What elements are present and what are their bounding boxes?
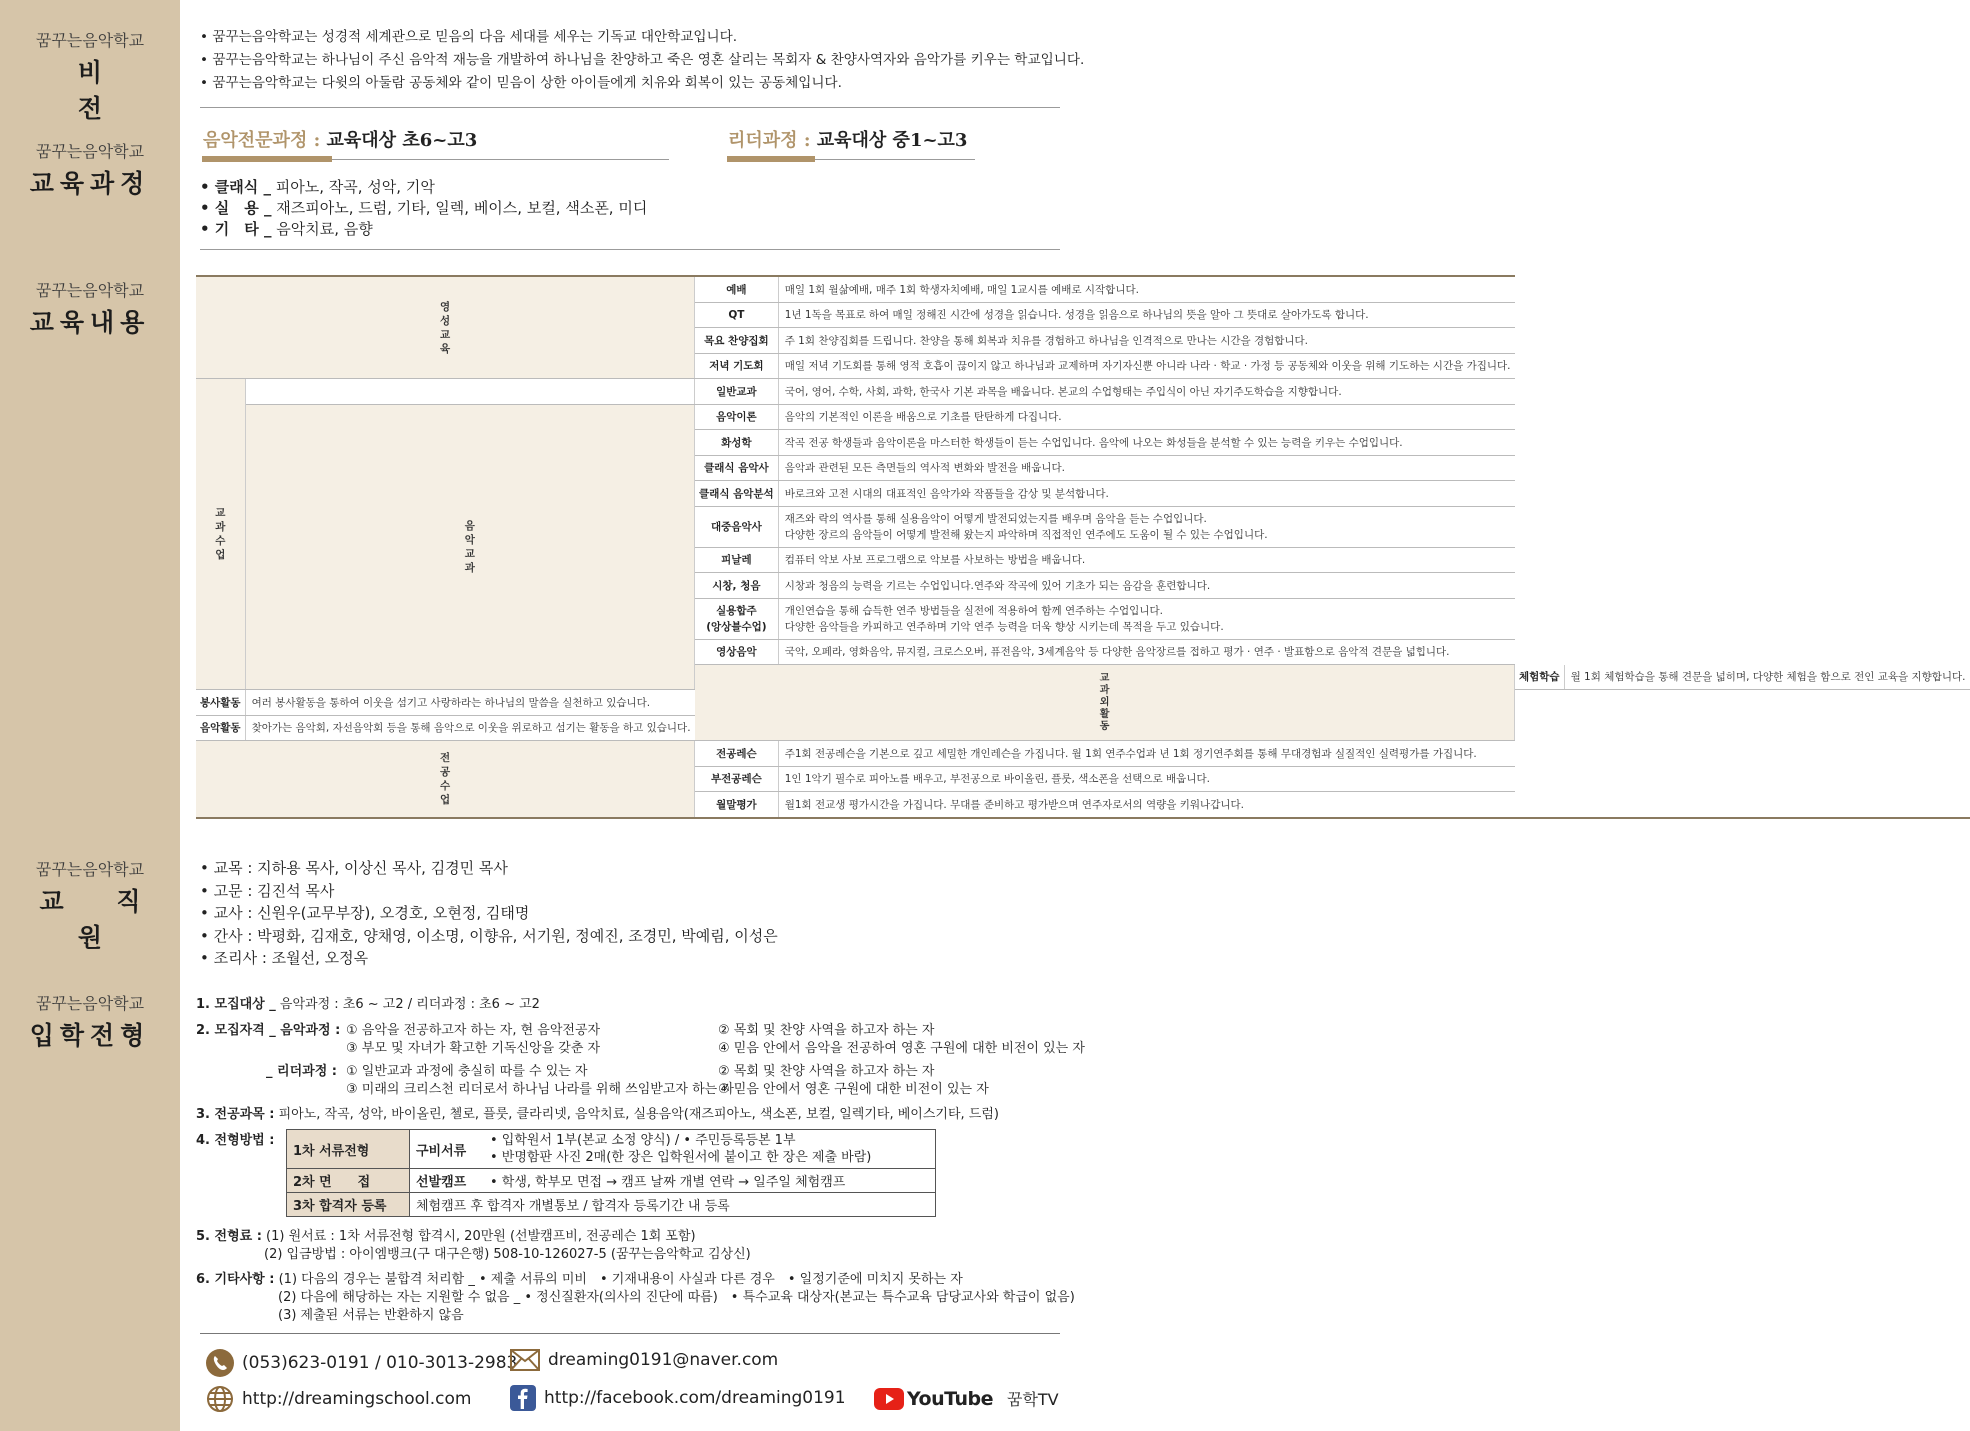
row-desc: 음악과 관련된 모든 측면들의 역사적 변화와 발전을 배웁니다. — [778, 455, 1514, 481]
contact-email[interactable] — [510, 1349, 778, 1371]
mail-icon — [510, 1349, 540, 1371]
qual-item: ② 목회 및 찬양 사역을 하고자 하는 자 — [718, 1064, 935, 1079]
adm-etc-item: (2) 다음에 해당하는 자는 지원할 수 없음 _ • 정신질환자(의사의 진단에 따름) • 특수교육 대상자(본교는 특수교육 담당교사와 학급이 없음) — [278, 1290, 1075, 1305]
qual-item: ① 일반교과 과정에 충실히 따를 수 있는 자 — [346, 1064, 588, 1079]
row-desc: 작곡 전공 학생들과 음악이론을 마스터한 학생들이 듣는 수업입니다. 음악에 나오는 화성들을 분석할 수 있는 능력을 키우는 수업입니다. — [778, 430, 1514, 456]
section-curriculum-label — [0, 139, 180, 200]
phone-icon — [206, 1349, 234, 1377]
adm-target: 1. 모집대상 _ 음악과정 : 초6 ~ 고2 / 리더과정 : 초6 ~ 고2 — [196, 997, 540, 1012]
row-name: 체험학습 — [1515, 665, 1565, 690]
footer-divider — [200, 1333, 1060, 1334]
section-admission-label — [0, 991, 180, 1052]
section-sub: 꿈꾸는음악학교 — [35, 31, 145, 50]
process-row — [287, 1130, 936, 1169]
row-name: 실용합주 — [716, 604, 757, 617]
qual-item: ③ 미래의 크리스천 리더로서 하나님 나라를 위해 쓰임받고자 하는 자 — [346, 1082, 734, 1097]
divider — [200, 107, 1060, 108]
phone-text: (053)623-0191 / 010-3013-2983 — [242, 1353, 518, 1373]
section-content-label — [0, 278, 180, 339]
row-name: 피날레 — [695, 547, 779, 573]
process-value: • 학생, 학부모 면접 → 캠프 날짜 개별 연락 → 일주일 체험캠프 — [484, 1169, 936, 1193]
section-title: 교 직 원 — [39, 887, 163, 952]
channel-text: 꿈학TV — [1006, 1390, 1059, 1409]
vision-item: • 꿈꾸는음악학교는 성경적 세계관으로 믿음의 다음 세대를 세우는 기독교 대안학교입니다. — [200, 29, 738, 45]
section-sub: 꿈꾸는음악학교 — [35, 860, 145, 879]
row-name: 월말평가 — [695, 792, 779, 818]
leader-track-label: 리더과정 : — [728, 130, 811, 151]
process-row — [287, 1169, 936, 1193]
row-desc: 바로크와 고전 시대의 대표적인 음악가와 작품들을 감상 및 분석합니다. — [778, 481, 1514, 507]
leader-track-line — [815, 159, 975, 160]
row-name: 클래식 음악사 — [695, 455, 779, 481]
sidebar — [0, 0, 180, 1431]
staff-item: • 간사 : 박평화, 김재호, 양채영, 이소명, 이향유, 서기원, 정예진, 조경민, 박예림, 이성은 — [200, 926, 778, 945]
row-name: 음악이론 — [695, 404, 779, 430]
row-name: 일반교과 — [695, 379, 779, 405]
adm-etc: 6. 기타사항 : (1) 다음의 경우는 불합격 처리함 _ • 제출 서류의 미비 • 기재내용이 사실과 다른 경우 • 일정기준에 미치지 못하는 자 — [196, 1272, 963, 1287]
row-desc: 여러 봉사활동을 통하여 이웃을 섬기고 사랑하라는 하나님의 말씀을 실천하고 있습니다. — [245, 690, 694, 716]
divider — [200, 249, 1060, 250]
row-name: 예배 — [695, 276, 779, 302]
music-track-line — [332, 159, 669, 160]
process-value: 체험캠프 후 합격자 개별통보 / 합격자 등록기간 내 등록 — [410, 1193, 936, 1217]
row-desc: 월1회 전교생 평가시간을 가집니다. 무대를 준비하고 평가받으며 연주자로서의 역량을 키워나갑니다. — [778, 792, 1514, 818]
adm-etc-item: (3) 제출된 서류는 반환하지 않음 — [278, 1308, 464, 1323]
process-step: 2차 면 접 — [287, 1169, 410, 1193]
row-desc: 찾아가는 음악회, 자선음악회 등을 통해 음악으로 이웃을 위로하고 섬기는 활동을 하고 있습니다. — [245, 715, 694, 741]
row-name: 목요 찬양집회 — [695, 328, 779, 354]
table-row — [196, 276, 1970, 302]
curriculum-item: • 실 용 _ 재즈피아노, 드럼, 기타, 일렉, 베이스, 보컬, 색소폰, 미디 — [200, 199, 648, 217]
web-text: http://dreamingschool.com — [242, 1389, 472, 1409]
row-desc: 국악, 오페라, 영화음악, 뮤지컬, 크로스오버, 퓨전음악, 3세계음악 등 다양한 음악장르를 접하고 평가 · 연주 · 발표함으로 음악적 견문을 넓힙니다. — [778, 639, 1514, 665]
vision-list — [200, 26, 1084, 95]
group-major: 전 공 수 업 — [196, 741, 695, 818]
qual-item: ① 음악을 전공하고자 하는 자, 현 음악전공자 — [346, 1023, 601, 1038]
row-desc: 1년 1독을 목표로 하여 매일 정해진 시간에 성경을 읽습니다. 성경을 읽음으로 하나님의 뜻을 알아 그 뜻대로 살아가도록 합니다. — [778, 302, 1514, 328]
section-sub: 꿈꾸는음악학교 — [35, 142, 145, 161]
content-table — [196, 275, 1970, 819]
section-title: 교육과정 — [29, 169, 151, 198]
section-title: 교육내용 — [29, 308, 151, 337]
row-desc: 1인 1악기 필수로 피아노를 배우고, 부전공으로 바이올린, 플룻, 색소폰을 선택으로 배웁니다. — [778, 766, 1514, 792]
youtube-icon — [874, 1388, 904, 1410]
table-row — [196, 404, 1970, 430]
adm-qual: 2. 모집자격 _ 음악과정 : — [196, 1023, 341, 1038]
row-name: 클래식 음악분석 — [695, 481, 779, 507]
row-name: QT — [695, 302, 779, 328]
section-sub: 꿈꾸는음악학교 — [35, 281, 145, 300]
adm-fee: 5. 전형료 : (1) 원서료 : 1차 서류전형 합격시, 20만원 (선발캠프비, 전공레슨 1회 포함) — [196, 1229, 696, 1244]
row-name: 전공레슨 — [695, 741, 779, 767]
music-track-label: 음악전문과정 : — [203, 130, 321, 151]
row-name: 저녁 기도회 — [695, 353, 779, 379]
row-name: 음악활동 — [196, 715, 245, 741]
adm-leader: _ 리더과정 : — [266, 1064, 337, 1079]
row-desc: 월 1회 체험학습을 통해 견문을 넓히며, 다양한 체험을 함으로 전인 교육을 지향합니다. — [1564, 665, 1969, 690]
contact-youtube[interactable] — [874, 1387, 1059, 1410]
vision-item: • 꿈꾸는음악학교는 다윗의 아둘람 공동체와 같이 믿음이 상한 아이들에게 치유와 회복이 있는 공동체입니다. — [200, 75, 842, 91]
row-name: 영상음악 — [695, 639, 779, 665]
group-worship: 영 성 교 육 — [196, 276, 695, 379]
table-row — [196, 741, 1970, 767]
row-name: 시창, 청음 — [695, 573, 779, 599]
qual-item: ④ 믿음 안에서 음악을 전공하여 영혼 구원에 대한 비전이 있는 자 — [718, 1041, 1085, 1056]
leader-track-target: 교육대상 중1~고3 — [810, 130, 968, 151]
process-key: 구비서류 — [410, 1130, 485, 1169]
music-track-title — [203, 126, 477, 152]
row-desc: 주1회 전공레슨을 기본으로 깊고 세밀한 개인레슨을 가집니다. 월 1회 연주수업과 년 1회 정기연주회를 통해 무대경험과 실질적인 실력평가를 가집니다. — [778, 741, 1514, 767]
row-desc: 다양한 음악들을 카피하고 연주하며 기악 연주 능력을 더욱 향상 시키는데 목적을 두고 있습니다. — [784, 620, 1224, 633]
contact-phone[interactable] — [206, 1349, 517, 1377]
vision-item: • 꿈꾸는음악학교는 하나님이 주신 음악적 재능을 개발하여 하나님을 찬양하고 죽은 영혼 살리는 목회자 & 찬양사역자와 음악가를 키우는 학교입니다. — [200, 52, 1085, 68]
music-track-bar — [202, 156, 332, 162]
row-desc: 매일 저녁 기도회를 통해 영적 호흡이 끊이지 않고 하나님과 교제하며 자기자신뿐 아니라 나라 · 학교 · 가정 등 공동체와 이웃을 위해 기도하는 시간을 가집니다. — [778, 353, 1514, 379]
staff-item: • 교사 : 신원우(교무부장), 오경호, 오현정, 김태명 — [200, 904, 530, 923]
process-value: • 반명함판 사진 2매(한 장은 입학원서에 붙이고 한 장은 제출 바람) — [490, 1150, 872, 1165]
contact-web[interactable] — [206, 1385, 471, 1413]
section-sub: 꿈꾸는음악학교 — [35, 994, 145, 1013]
staff-item: • 교목 : 지하용 목사, 이상신 목사, 김경민 목사 — [200, 859, 508, 877]
staff-item: • 조리사 : 조월선, 오정옥 — [200, 949, 369, 968]
process-value: • 입학원서 1부(본교 소정 양식) / • 주민등록등본 1부 — [490, 1133, 796, 1148]
row-name: 화성학 — [695, 430, 779, 456]
email-text: dreaming0191@naver.com — [548, 1350, 779, 1370]
section-vision-label — [0, 28, 180, 125]
adm-major: 3. 전공과목 : 피아노, 작곡, 성악, 바이올린, 첼로, 플룻, 클라리넷, 음악치료, 실용음악(재즈피아노, 색소폰, 보컬, 일렉기타, 베이스기타, 드럼) — [196, 1107, 999, 1122]
row-desc: 다양한 장르의 음악들이 어떻게 발전해 왔는지 파악하며 직접적인 연주에도 도움이 될 수 있는 수업입니다. — [784, 528, 1268, 541]
row-desc: 음악의 기본적인 이론을 배움으로 기초를 탄탄하게 다집니다. — [778, 404, 1514, 430]
table-row — [196, 379, 1970, 405]
row-desc: 국어, 영어, 수학, 사회, 과학, 한국사 기본 과목을 배웁니다. 본교의 수업형태는 주입식이 아닌 자기주도학습을 지향합니다. — [778, 379, 1514, 405]
globe-icon — [206, 1385, 234, 1413]
facebook-icon — [510, 1385, 536, 1411]
section-title: 비 전 — [77, 58, 141, 123]
leader-track-bar — [727, 156, 815, 162]
qual-item: ③ 부모 및 자녀가 확고한 기독신앙을 갖춘 자 — [346, 1041, 601, 1056]
process-step: 3차 합격자 등록 — [287, 1193, 410, 1217]
curriculum-list — [200, 177, 647, 240]
row-name: 부전공레슨 — [695, 766, 779, 792]
staff-item: • 고문 : 김진석 목사 — [200, 881, 335, 900]
row-desc: 개인연습을 통해 습득한 연주 방법들을 실전에 적용하여 함께 연주하는 수업입니다. — [784, 604, 1163, 617]
group-music: 음 악 교 과 — [245, 404, 694, 690]
row-name: (앙상블수업) — [706, 620, 767, 633]
curriculum-item: • 클래식 _ 피아노, 작곡, 성악, 기악 — [200, 178, 435, 196]
row-desc: 시창과 청음의 능력을 기르는 수업입니다.연주와 작곡에 있어 기초가 되는 음감을 훈련합니다. — [778, 573, 1514, 599]
qual-item: ② 목회 및 찬양 사역을 하고자 하는 자 — [718, 1023, 935, 1038]
leader-track-title — [728, 126, 967, 152]
process-step: 1차 서류전형 — [287, 1130, 410, 1169]
row-name: 봉사활동 — [196, 690, 245, 716]
process-row — [287, 1193, 936, 1217]
row-desc: 매일 1회 월삶예배, 매주 1회 학생자치예배, 매일 1교시를 예배로 시작합니다. — [778, 276, 1514, 302]
process-key: 선발캠프 — [410, 1169, 485, 1193]
music-track-target: 교육대상 초6~고3 — [320, 130, 478, 151]
process-table — [286, 1129, 936, 1217]
group-class: 교 과 수 업 — [196, 379, 245, 690]
section-staff-label — [0, 857, 180, 954]
curriculum-item: • 기 타 _ 음악치료, 음향 — [200, 220, 373, 238]
row-desc: 주 1회 찬양집회를 드립니다. 찬양을 통해 회복과 치유를 경험하고 하나님을 인격적으로 만나는 시간을 경험합니다. — [778, 328, 1514, 354]
adm-fee-payment: (2) 입금방법 : 아이엠뱅크(구 대구은행) 508-10-126027-5 (꿈꾸는음악학교 김상신) — [264, 1247, 751, 1262]
row-desc: 재즈와 락의 역사를 통해 실용음악이 어떻게 발전되었는지를 배우며 음악을 듣는 수업입니다. — [784, 512, 1207, 525]
section-title: 입학전형 — [29, 1021, 151, 1050]
group-extra: 교 과 외 활 동 — [695, 665, 1515, 741]
staff-list — [200, 857, 778, 970]
qual-item: ④ 믿음 안에서 영혼 구원에 대한 비전이 있는 자 — [718, 1082, 989, 1097]
adm-method: 4. 전형방법 : — [196, 1133, 275, 1148]
facebook-text: http://facebook.com/dreaming0191 — [544, 1388, 846, 1408]
row-name: 대중음악사 — [695, 506, 779, 547]
row-desc: 컴퓨터 악보 사보 프로그램으로 악보를 사보하는 방법을 배웁니다. — [778, 547, 1514, 573]
youtube-text: YouTube — [907, 1387, 993, 1410]
contact-facebook[interactable] — [510, 1385, 846, 1411]
